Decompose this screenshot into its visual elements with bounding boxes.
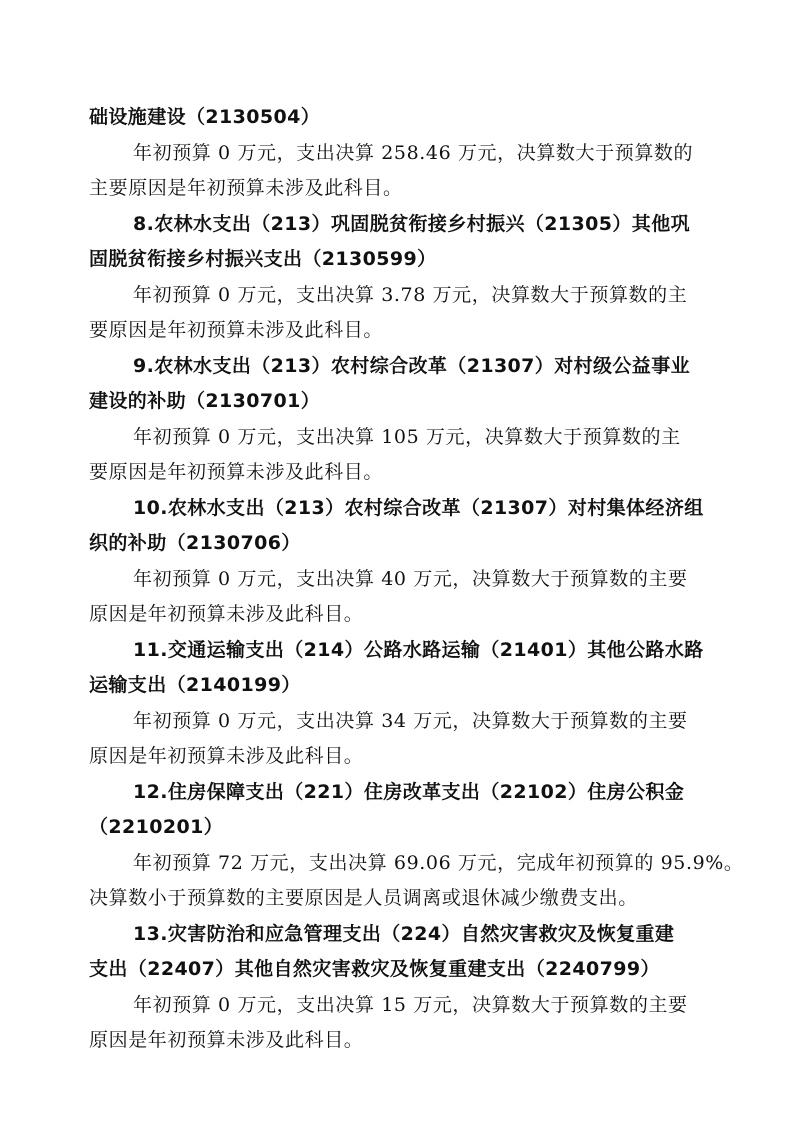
body-line: 年初预算 0 万元，支出决算 3.78 万元，决算数大于预算数的主 <box>133 284 688 306</box>
body-line: 年初预算 0 万元，支出决算 105 万元，决算数大于预算数的主 <box>133 426 681 448</box>
heading-line: 13.灾害防治和应急管理支出（224）自然灾害救灾及恢复重建 <box>133 923 675 945</box>
heading-line: 11.交通运输支出（214）公路水路运输（21401）其他公路水路 <box>133 639 704 661</box>
body-line: 年初预算 0 万元，支出决算 15 万元，决算数大于预算数的主要 <box>133 994 688 1016</box>
heading-line: （2210201） <box>89 816 224 838</box>
body-line: 要原因是年初预算未涉及此科目。 <box>89 461 384 483</box>
heading-line: 固脱贫衔接乡村振兴支出（2130599） <box>89 248 437 270</box>
body-line: 年初预算 0 万元，支出决算 258.46 万元，决算数大于预算数的 <box>133 142 694 164</box>
body-line: 原因是年初预算未涉及此科目。 <box>89 603 364 625</box>
heading-line: 8.农林水支出（213）巩固脱贫衔接乡村振兴（21305）其他巩 <box>133 213 691 235</box>
body-line: 年初预算 0 万元，支出决算 40 万元，决算数大于预算数的主要 <box>133 568 688 590</box>
heading-line: 础设施建设（2130504） <box>89 106 321 128</box>
body-line: 年初预算 0 万元，支出决算 34 万元，决算数大于预算数的主要 <box>133 710 688 732</box>
body-line: 主要原因是年初预算未涉及此科目。 <box>89 177 403 199</box>
body-line: 要原因是年初预算未涉及此科目。 <box>89 319 384 341</box>
heading-line: 10.农林水支出（213）农村综合改革（21307）对村集体经济组 <box>133 497 704 519</box>
body-line: 原因是年初预算未涉及此科目。 <box>89 1029 364 1051</box>
body-line: 年初预算 72 万元，支出决算 69.06 万元，完成年初预算的 95.9%。 <box>133 852 744 874</box>
heading-line: 运输支出（2140199） <box>89 674 301 696</box>
heading-line: 织的补助（2130706） <box>89 532 301 554</box>
body-line: 决算数小于预算数的主要原因是人员调离或退休减少缴费支出。 <box>89 887 638 909</box>
heading-line: 12.住房保障支出（221）住房改革支出（22102）住房公积金 <box>133 781 685 803</box>
heading-line: 建设的补助（2130701） <box>89 390 321 412</box>
heading-line: 9.农林水支出（213）农村综合改革（21307）对村级公益事业 <box>133 355 691 377</box>
body-line: 原因是年初预算未涉及此科目。 <box>89 745 364 767</box>
heading-line: 支出（22407）其他自然灾害救灾及恢复重建支出（2240799） <box>89 958 660 980</box>
